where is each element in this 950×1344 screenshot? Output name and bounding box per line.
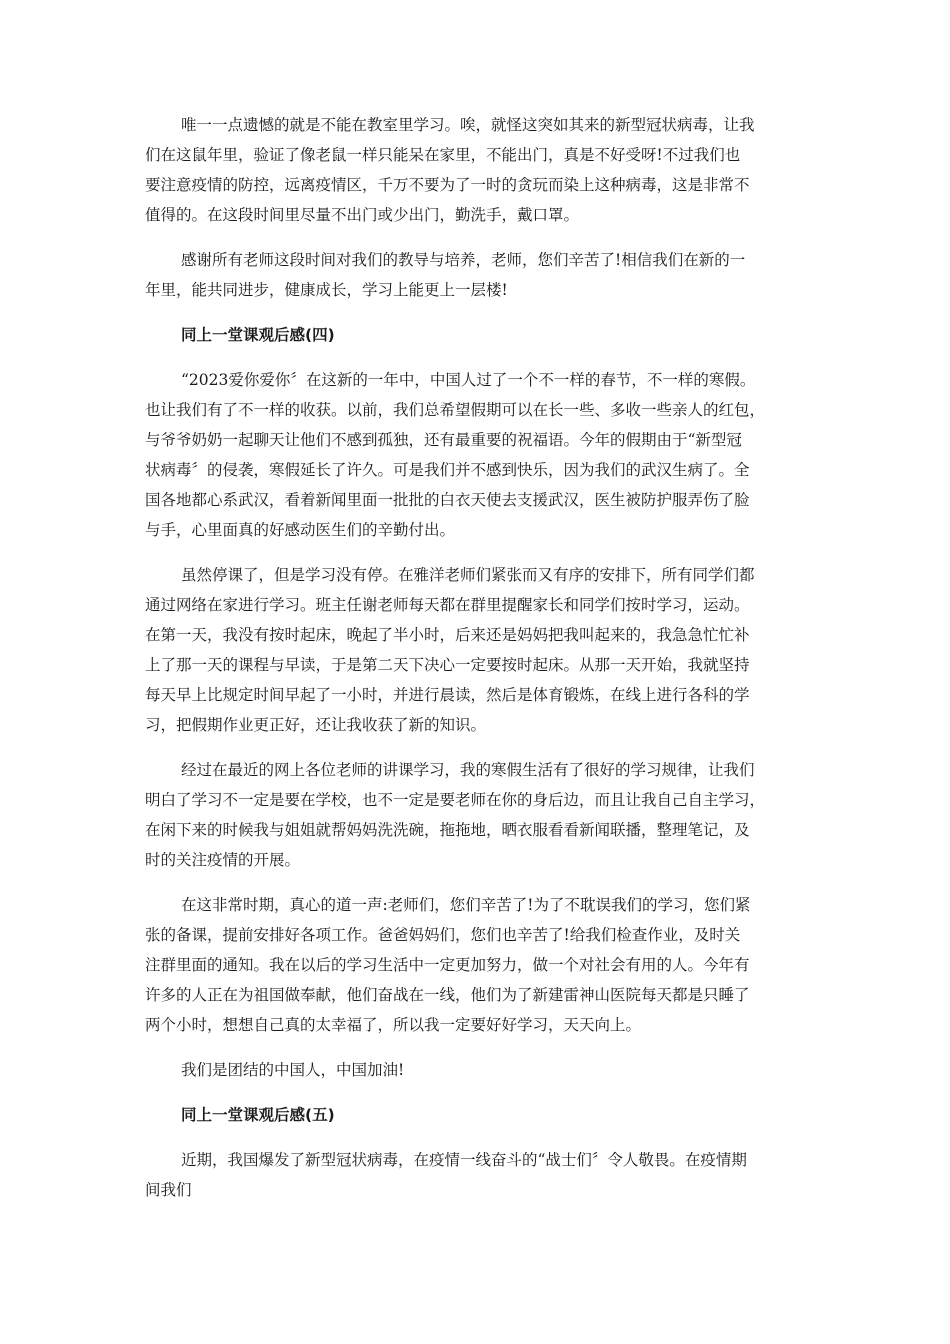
text-line: 虽然停课了，但是学习没有停。在雅洋老师们紧张而又有序的安排下，所有同学们都 bbox=[181, 566, 755, 584]
section-heading: 同上一堂课观后感(四) bbox=[181, 326, 335, 344]
text-line: 在第一天，我没有按时起床，晚起了半小时，后来还是妈妈把我叫起来的，我急急忙忙补 bbox=[145, 626, 750, 644]
paragraph bbox=[145, 560, 805, 740]
text-line: 与手，心里面真的好感动医生们的辛勤付出。 bbox=[145, 521, 456, 539]
paragraph bbox=[145, 110, 805, 230]
text-line: 感谢所有老师这段时间对我们的教导与培养，老师，您们辛苦了!相信我们在新的一 bbox=[181, 251, 746, 269]
paragraph bbox=[145, 365, 805, 545]
paragraph bbox=[145, 245, 805, 305]
text-line: 与爷爷奶奶一起聊天让他们不感到孤独，还有最重要的祝福语。今年的假期由于“新型冠 bbox=[145, 431, 742, 449]
text-line: 近期，我国爆发了新型冠状病毒，在疫情一线奋斗的“战士们〞令人敬畏。在疫情期 bbox=[181, 1151, 747, 1169]
paragraph bbox=[145, 755, 805, 875]
text-line: 国各地都心系武汉，看着新闻里面一批批的白衣天使去支援武汉，医生被防护服弄伤了脸 bbox=[145, 491, 750, 509]
text-line: 值得的。在这段时间里尽量不出门或少出门，勤洗手，戴口罩。 bbox=[145, 206, 580, 224]
text-line: 通过网络在家进行学习。班主任谢老师每天都在群里提醒家长和同学们按时学习，运动。 bbox=[145, 596, 750, 614]
text-line: 时的关注疫情的开展。 bbox=[145, 851, 301, 869]
section-heading: 同上一堂课观后感(五) bbox=[181, 1106, 335, 1124]
paragraph bbox=[145, 1055, 805, 1085]
text-line: 在这非常时期，真心的道一声:老师们，您们辛苦了!为了不耽误我们的学习，您们紧 bbox=[181, 896, 751, 914]
document-page bbox=[145, 110, 805, 1220]
text-line: “2023爱你爱你〞在这新的一年中，中国人过了一个不一样的春节，不一样的寒假。 bbox=[181, 371, 756, 389]
text-line: 习，把假期作业更正好，还让我收获了新的知识。 bbox=[145, 716, 487, 734]
text-line: 要注意疫情的防控，远离疫情区，千万不要为了一时的贪玩而染上这种病毒，这是非常不 bbox=[145, 176, 750, 194]
text-line: 经过在最近的网上各位老师的讲课学习，我的寒假生活有了很好的学习规律，让我们 bbox=[181, 761, 755, 779]
paragraph bbox=[145, 890, 805, 1040]
text-line: 注群里面的通知。我在以后的学习生活中一定更加努力，做一个对社会有用的人。今年有 bbox=[145, 956, 750, 974]
text-line: 唯一一点遗憾的就是不能在教室里学习。唉，就怪这突如其来的新型冠状病毒，让我 bbox=[181, 116, 755, 134]
text-line: 张的备课，提前安排好各项工作。爸爸妈妈们，您们也辛苦了!给我们检查作业，及时关 bbox=[145, 926, 741, 944]
text-line: 状病毒〞的侵袭，寒假延长了许久。可是我们并不感到快乐，因为我们的武汉生病了。全 bbox=[145, 461, 750, 479]
text-line: 们在这鼠年里，验证了像老鼠一样只能呆在家里，不能出门，真是不好受呀!不过我们也 bbox=[145, 146, 741, 164]
text-line: 上了那一天的课程与早读，于是第二天下决心一定要按时起床。从那一天开始，我就坚持 bbox=[145, 656, 750, 674]
paragraph bbox=[145, 1145, 805, 1205]
text-line: 我们是团结的中国人，中国加油! bbox=[181, 1061, 405, 1079]
text-line: 每天早上比规定时间早起了一小时，并进行晨读，然后是体育锻炼，在线上进行各科的学 bbox=[145, 686, 750, 704]
text-line: 许多的人正在为祖国做奉献，他们奋战在一线，他们为了新建雷神山医院每天都是只睡了 bbox=[145, 986, 750, 1004]
text-line: 也让我们有了不一样的收获。以前，我们总希望假期可以在长一些、多收一些亲人的红包， bbox=[145, 401, 766, 419]
text-line: 年里，能共同进步，健康成长，学习上能更上一层楼! bbox=[145, 281, 508, 299]
text-line: 明白了学习不一定是要在学校，也不一定是要老师在你的身后边，而且让我自己自主学习， bbox=[145, 791, 766, 809]
text-line: 在闲下来的时候我与姐姐就帮妈妈洗洗碗，拖拖地，晒衣服看看新闻联播，整理笔记，及 bbox=[145, 821, 750, 839]
text-line: 间我们 bbox=[145, 1181, 192, 1199]
text-line: 两个小时，想想自己真的太幸福了，所以我一定要好好学习，天天向上。 bbox=[145, 1016, 642, 1034]
